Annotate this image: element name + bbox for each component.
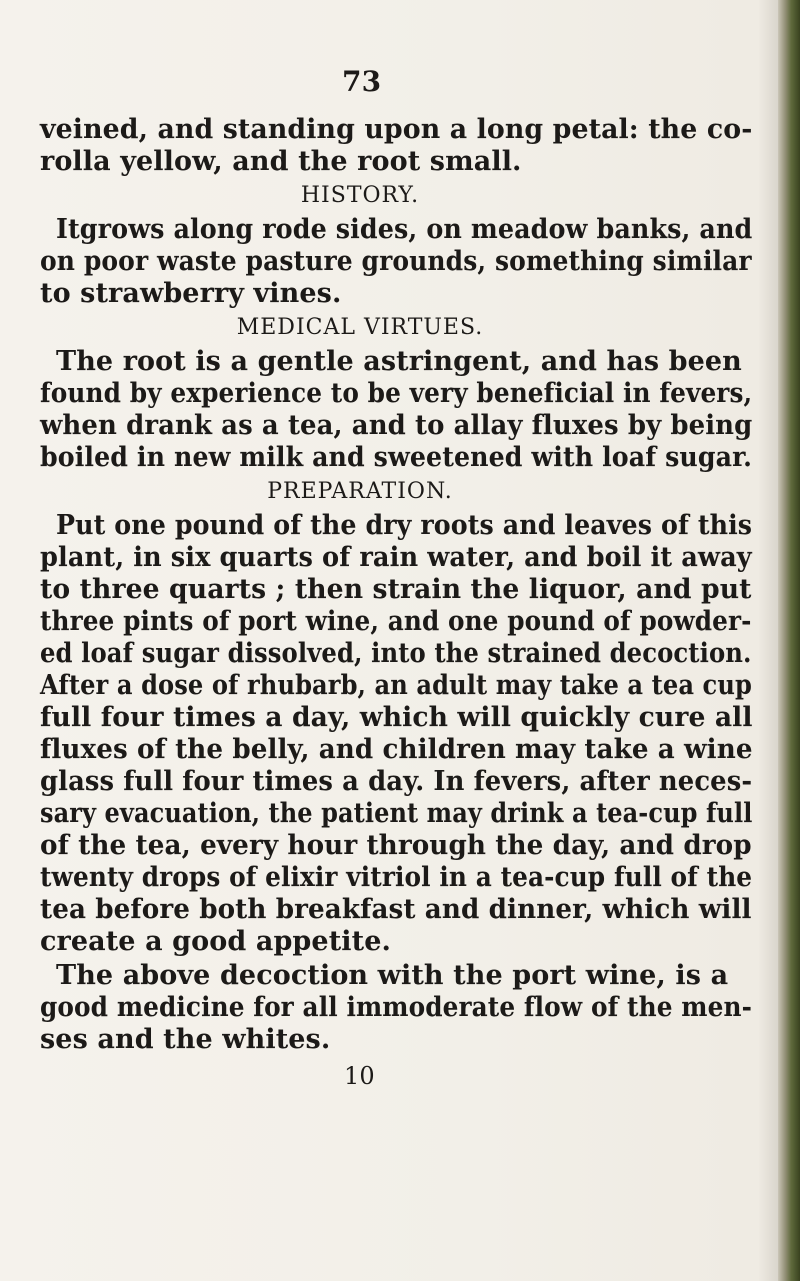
heading-history: HISTORY.: [300, 183, 420, 208]
text-line: sary evacuation, the patient may drink a tea-cup full: [40, 798, 753, 829]
book-binding-edge: [778, 0, 800, 1281]
text-line: on poor waste pasture grounds, something similar: [40, 246, 752, 277]
text-line: good medicine for all immoderate flow of the men-: [40, 992, 752, 1023]
text-line: tea before both breakfast and dinner, which will: [40, 894, 752, 925]
text-line: Put one pound of the dry roots and leaves of this: [56, 510, 753, 541]
text-line: plant, in six quarts of rain water, and boil it away: [40, 542, 752, 573]
heading-medical-virtues: MEDICAL VIRTUES.: [236, 315, 484, 340]
page-number: 73: [342, 65, 382, 98]
text-line: The root is a gentle astringent, and has been: [56, 346, 742, 377]
text-line: found by experience to be very beneficial in fevers,: [40, 378, 753, 409]
text-line: of the tea, every hour through the day, and drop: [40, 830, 752, 861]
text-line: rolla yellow, and the root small.: [40, 146, 522, 177]
heading-preparation: PREPARATION.: [267, 479, 453, 504]
text-line: After a dose of rhubarb, an adult may take a tea cup: [40, 670, 752, 701]
text-line: twenty drops of elixir vitriol in a tea-cup full of the: [40, 862, 753, 893]
text-line: three pints of port wine, and one pound of powder-: [40, 606, 752, 637]
text-line: fluxes of the belly, and children may take a wine: [40, 734, 753, 765]
signature-mark: 10: [344, 1062, 375, 1090]
text-line: glass full four times a day. In fevers, after neces-: [40, 766, 753, 797]
text-line: The above decoction with the port wine, is a: [56, 960, 729, 991]
text-line: Itgrows along rode sides, on meadow banks, and: [56, 214, 753, 245]
page-edge-shadow: [758, 0, 778, 1281]
text-line: create a good appetite.: [40, 926, 391, 957]
page-text: [40, 0, 760, 1281]
text-line: full four times a day, which will quickly cure all: [40, 702, 753, 733]
text-line: boiled in new milk and sweetened with loaf sugar.: [40, 442, 753, 473]
text-line: when drank as a tea, and to allay fluxes by being: [40, 410, 753, 441]
text-line: to strawberry vines.: [40, 278, 342, 309]
text-line: ses and the whites.: [40, 1024, 331, 1055]
text-line: ed loaf sugar dissolved, into the strained decoction.: [40, 638, 752, 669]
text-line: to three quarts ; then strain the liquor, and put: [40, 574, 752, 605]
text-line: veined, and standing upon a long petal: the co-: [40, 114, 753, 145]
